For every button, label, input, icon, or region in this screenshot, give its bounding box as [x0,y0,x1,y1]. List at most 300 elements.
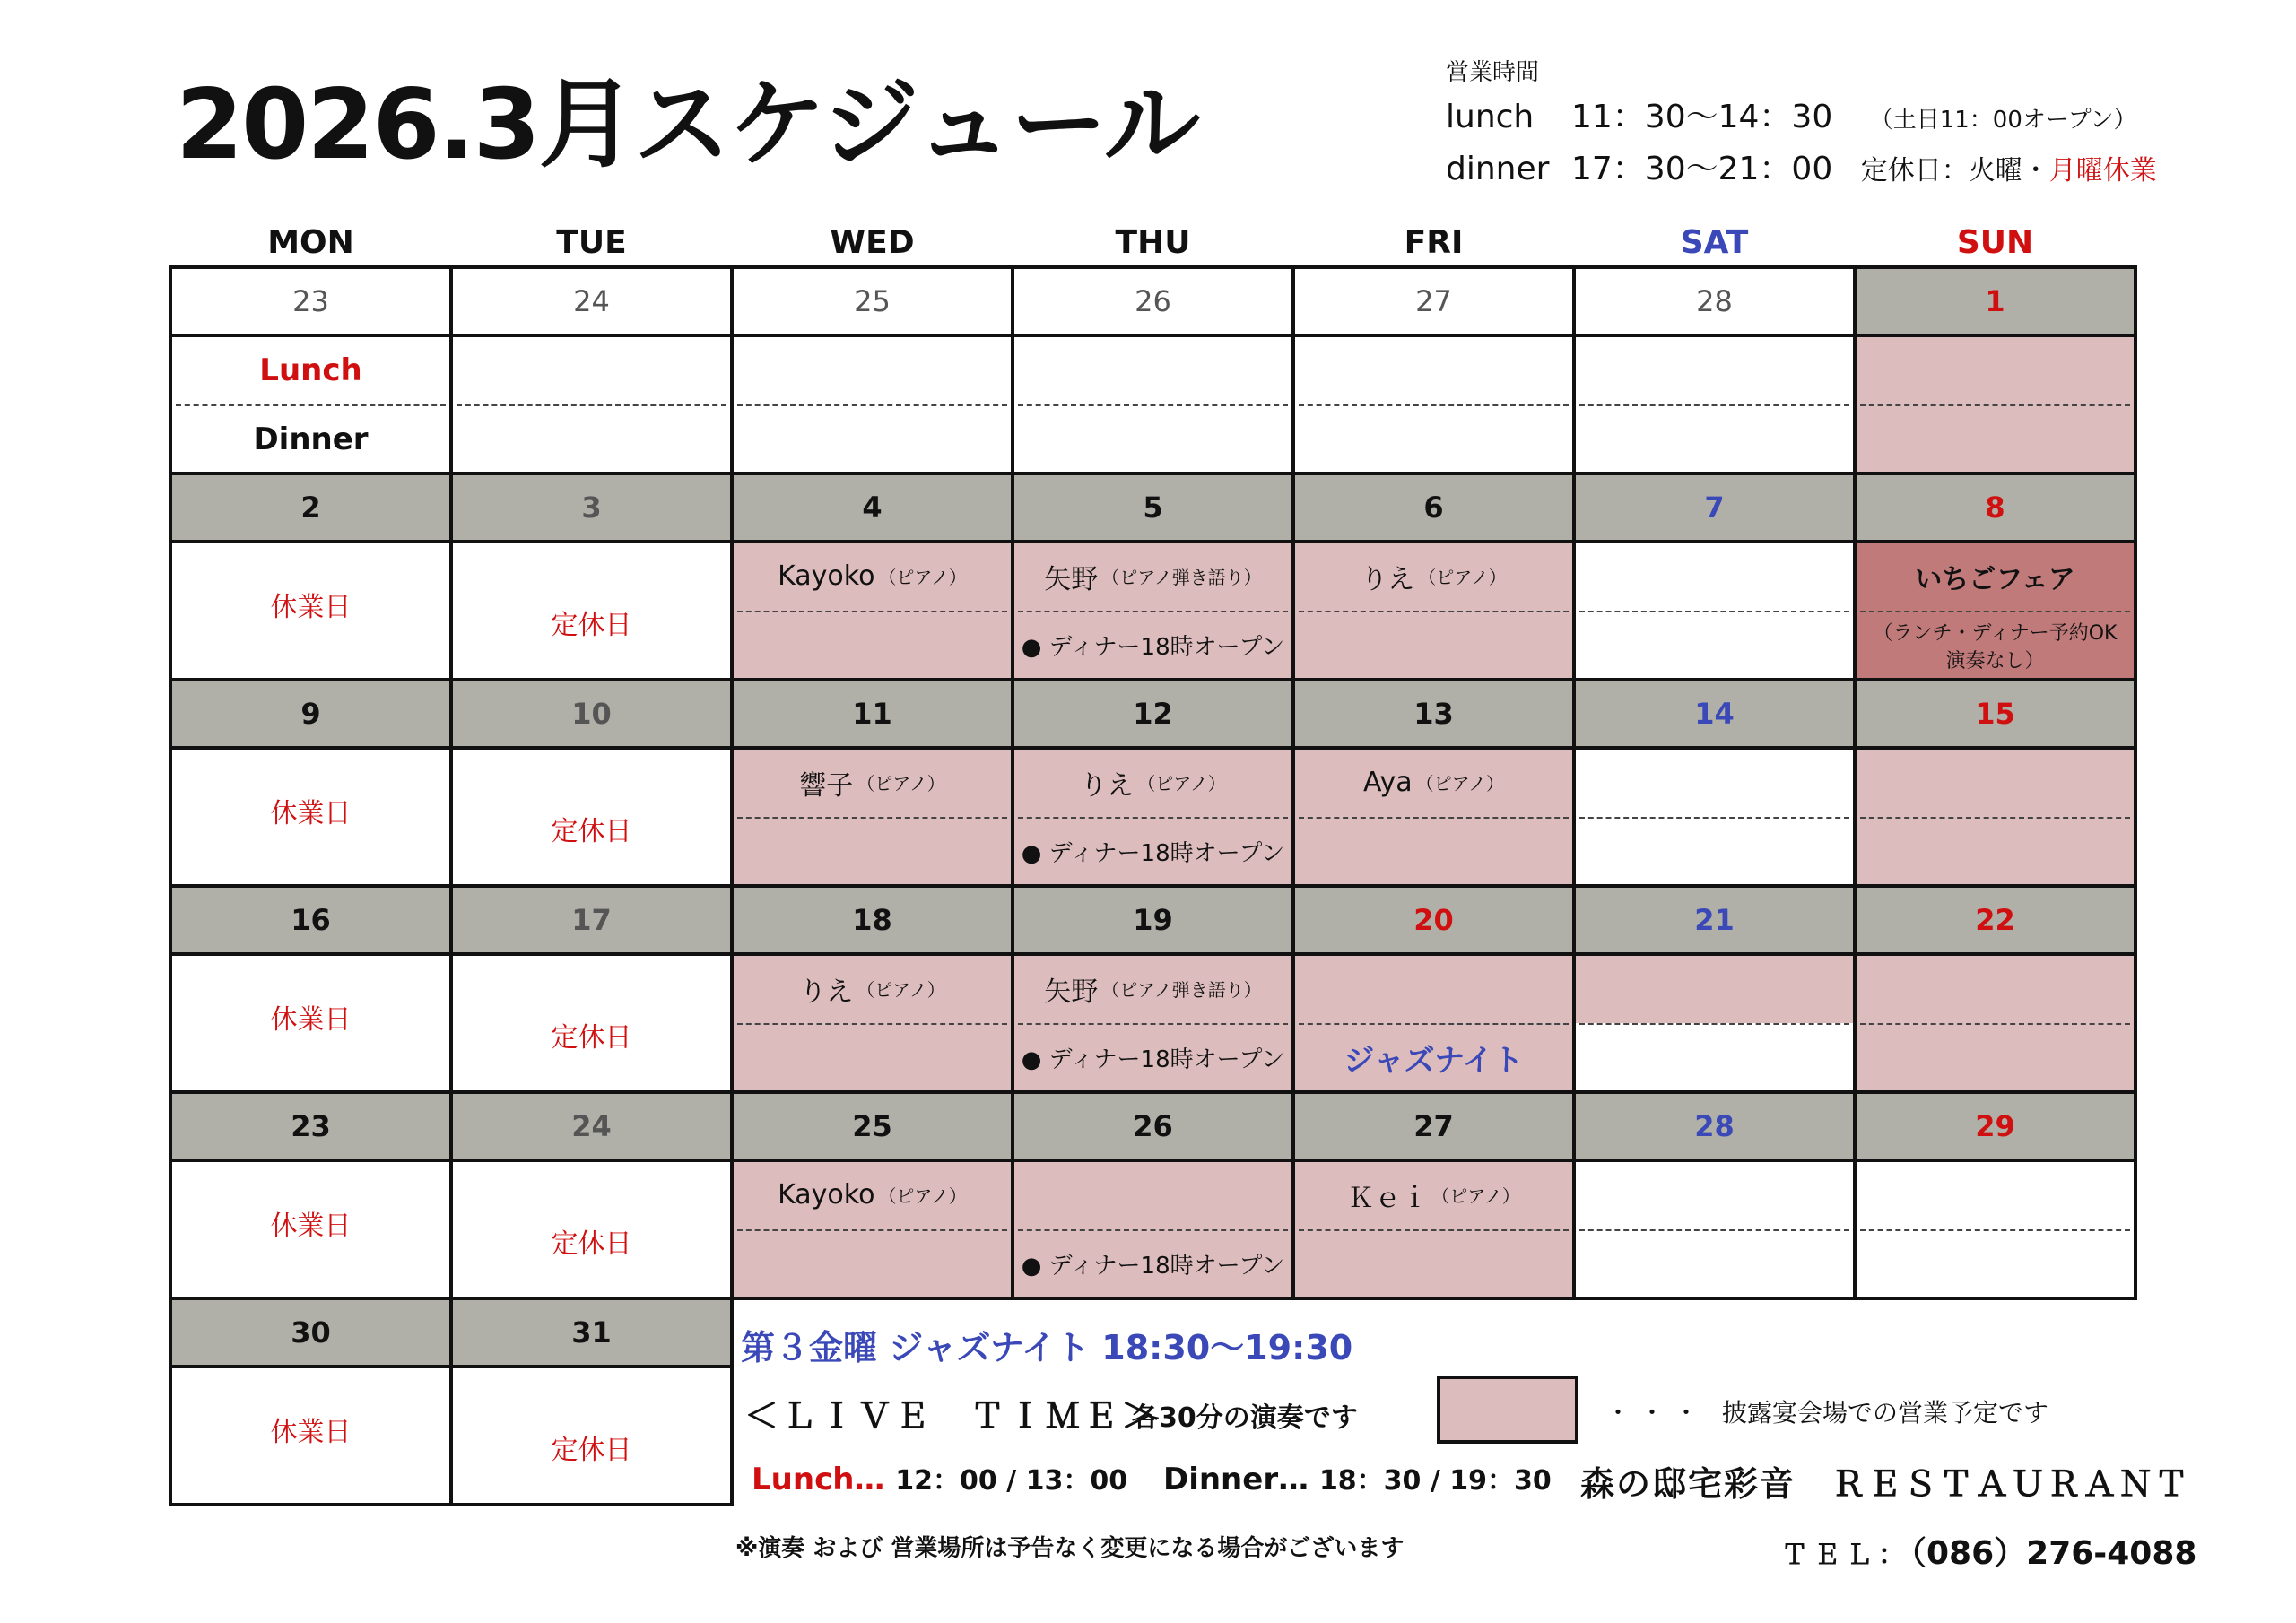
dinner-slot [1855,404,2135,473]
dinner-slot [732,817,1013,886]
dinner-hours-label: dinner [1446,151,1550,187]
grid-line [2134,678,2137,888]
day-body [732,954,1013,1092]
date-cell [1293,1092,1574,1160]
restaurant-name: 森の邸宅彩音 ＲＥＳＴＡＵＲＡＮＴ [1580,1464,2191,1504]
instrument-note: （ピアノ） [857,979,945,1001]
date-number: 24 [571,1109,612,1143]
day-body [1574,1160,1855,1298]
date-number: 25 [854,284,891,318]
date-cell [1293,473,1574,542]
date-number: 8 [1985,490,2005,525]
date-cell [1293,886,1574,954]
day-body [170,542,451,680]
grid-line [169,1297,172,1506]
day-body [1013,1160,1293,1298]
lunch-slot [1574,954,1855,1023]
date-cell [451,267,732,335]
day-body [732,335,1013,473]
grid-line [169,678,172,888]
dinner-hours [1446,143,2157,189]
date-cell [170,680,451,748]
date-cell [1574,680,1855,748]
grid-line [170,1090,2137,1094]
weekday-tue: TUE [556,224,627,261]
weekday-thu: THU [1115,224,1191,261]
date-number: 19 [1133,903,1173,937]
slot-divider [1860,817,2130,819]
closed-notice [170,1160,451,1286]
performer-name: りえ [1361,563,1415,595]
jazz-night-label: ジャズナイト [1344,1043,1524,1079]
date-number: 16 [291,903,331,937]
grid-line [1011,472,1014,681]
grid-line [2134,472,2137,681]
dinner-live-label: Dinner… [1162,1462,1309,1497]
dinner-slot [1855,1023,2135,1092]
date-number: 2 [300,490,321,525]
dinner-slot [1013,1229,1293,1298]
grid-line [449,678,453,888]
dinner-slot [732,1229,1013,1298]
dinner-legend-label: Dinner [253,421,369,457]
day-body [451,954,732,1092]
slot-divider [1018,1229,1288,1231]
performer-name: 響子 [799,769,854,802]
day-body [170,954,451,1092]
slot-divider [1860,611,2130,612]
dinner-slot [1013,611,1293,680]
date-cell [732,680,1013,748]
closed-label: 定休日 [551,1435,632,1466]
page-title: 2026.3月スケジュール [176,69,1199,181]
date-cell [1574,886,1855,954]
performer-name: Kayoko [778,560,875,592]
dinner-slot [1293,404,1574,473]
grid-line [1853,884,1857,1094]
date-cell [732,267,1013,335]
performer-name: Kayoko [778,1179,875,1211]
closed-extra: 月曜休業 [2048,155,2157,187]
telephone-label: ＴＥＬ： [1781,1540,1910,1571]
slot-divider [737,1229,1007,1231]
dinner-slot [1855,1229,2135,1298]
legend-text: 披露宴会場での営業予定です [1722,1398,2049,1428]
grid-line [1292,265,1295,475]
live-time-heading: ＜ＬＩＶＥ ＴＩＭＥ＞ [744,1396,1160,1436]
performer-name: りえ [1080,769,1135,802]
instrument-note: （ピアノ） [857,773,945,794]
slot-divider [1018,404,1288,406]
date-number: 28 [1696,284,1733,318]
date-number: 14 [1694,697,1735,731]
date-number: 9 [300,697,321,731]
instrument-note: （ピアノ弾き語り） [1101,567,1262,588]
date-cell [1574,473,1855,542]
grid-line [170,746,2137,750]
date-cell [1574,267,1855,335]
date-number: 3 [581,490,602,525]
date-number: 11 [852,697,892,731]
date-number: 21 [1694,903,1735,937]
live-time-note: 各30分の演奏です [1132,1402,1358,1434]
day-body [451,1367,732,1505]
slot-divider [1579,404,1849,406]
performer-name: ● ディナー18時オープン [1021,840,1285,867]
date-number: 26 [1133,1109,1173,1143]
lunch-slot [1013,1160,1293,1229]
dinner-legend [170,404,451,473]
grid-line [730,678,734,888]
lunch-slot [1013,954,1293,1023]
slot-divider [1299,404,1569,406]
lunch-live-times [752,1458,1552,1497]
telephone-number: （086）276-4088 [1910,1535,2197,1572]
day-body [732,542,1013,680]
date-cell [451,1092,732,1160]
lunch-slot [1855,954,2135,1023]
day-body [170,335,451,473]
slot-divider [1018,1023,1288,1025]
date-number: 13 [1413,697,1454,731]
lunch-slot [732,1160,1013,1229]
closed-label: 休業日 [270,1417,352,1448]
date-cell [732,886,1013,954]
closed-notice [170,954,451,1080]
closed-label: 休業日 [270,592,352,623]
closed-label: 定休日 [551,610,632,641]
slot-divider [1018,817,1288,819]
day-body [1855,954,2135,1092]
date-cell [170,267,451,335]
date-cell [170,886,451,954]
date-number: 12 [1133,697,1173,731]
weekday-mon: MON [267,224,354,261]
date-number: 27 [1415,284,1452,318]
lunch-live-values: 12：00 / 13：00 [895,1465,1128,1497]
slot-divider [737,817,1007,819]
date-number: 10 [571,697,612,731]
lunch-hours [1446,91,2137,137]
day-body [1013,748,1293,886]
performer-name: いちごフェア [1915,563,2075,595]
lunch-live-label: Lunch… [752,1462,885,1497]
lunch-slot [1855,748,2135,817]
slot-divider [1579,611,1849,612]
date-cell [1855,267,2135,335]
date-number: 26 [1135,284,1171,318]
event-note: （ランチ・ディナー予約OK [1873,621,2118,645]
date-cell [170,1298,451,1367]
slot-divider [1860,404,2130,406]
grid-line [1292,472,1295,681]
date-cell [1574,1092,1855,1160]
grid-line [2134,265,2137,475]
lunch-slot [1013,748,1293,817]
dinner-slot [732,404,1013,473]
closed-notice [451,1178,732,1304]
telephone [1781,1528,2196,1574]
weekday-fri: FRI [1404,224,1464,261]
legend-swatch [1437,1376,1578,1444]
lunch-hours-note: （土日11：00オープン） [1869,107,2137,134]
day-body [1574,748,1855,886]
grid-line [1853,678,1857,888]
date-cell [451,1298,732,1367]
lunch-slot [1574,542,1855,611]
slot-divider [737,611,1007,612]
day-body [1293,542,1574,680]
dinner-live-values: 18：30 / 19：30 [1318,1465,1552,1497]
closed-notice [451,766,732,891]
day-body [451,748,732,886]
event-note: 演奏なし） [1945,649,2045,673]
instrument-note: （ピアノ） [878,1185,967,1207]
date-number: 20 [1413,903,1454,937]
lunch-slot [732,542,1013,611]
date-number: 25 [852,1109,892,1143]
lunch-slot [1855,1160,2135,1229]
grid-line [2134,1090,2137,1300]
day-body [1574,954,1855,1092]
slot-divider [176,404,446,406]
weekday-sat: SAT [1680,224,1749,261]
day-body [170,1160,451,1298]
day-body [451,1160,732,1298]
date-number: 17 [571,903,612,937]
grid-line [170,540,2137,543]
grid-line [1011,1090,1014,1300]
lunch-slot [1013,542,1293,611]
lunch-slot [732,954,1013,1023]
date-cell [1855,1092,2135,1160]
day-body [1013,335,1293,473]
grid-line [1853,472,1857,681]
date-cell [732,1092,1013,1160]
grid-line [1572,265,1576,475]
date-number: 22 [1975,903,2015,937]
dinner-slot [1293,1229,1574,1298]
closed-label: 休業日 [270,1004,352,1036]
date-cell [1855,473,2135,542]
day-body [1293,335,1574,473]
day-body [1855,542,2135,680]
instrument-note: （ピアノ） [1415,773,1505,794]
performer-name: ● ディナー18時オープン [1021,634,1285,661]
slot-divider [457,404,726,406]
grid-line [1572,1090,1576,1300]
weekday-wed: WED [830,224,915,261]
slot-divider [1579,817,1849,819]
day-body [1855,335,2135,473]
date-number: 4 [862,490,883,525]
grid-line [449,884,453,1094]
grid-line [1292,884,1295,1094]
notice-text: ※演奏 および 営業場所は予告なく変更になる場合がございます [735,1535,1405,1562]
date-cell [1855,680,2135,748]
closed-notice [170,542,451,667]
day-body [732,1160,1013,1298]
slot-divider [737,1023,1007,1025]
grid-line [1853,265,1857,475]
performer-name: ● ディナー18時オープン [1021,1253,1285,1280]
performer-name: 矢野 [1044,563,1099,595]
day-body [170,748,451,886]
day-body [1855,1160,2135,1298]
dinner-slot [1574,404,1855,473]
grid-line [170,884,2137,888]
grid-line [1292,1090,1295,1300]
grid-line [730,1297,734,1506]
slot-divider [1299,611,1569,612]
day-body [451,335,732,473]
date-cell [1855,886,2135,954]
slot-divider [1860,1229,2130,1231]
closed-label: 定休日 [551,816,632,847]
dinner-slot [1013,1023,1293,1092]
dinner-slot [1013,404,1293,473]
lunch-slot [1293,954,1574,1023]
grid-line [730,884,734,1094]
grid-line [1011,265,1014,475]
date-number: 18 [852,903,892,937]
instrument-note: （ピアノ弾き語り） [1101,979,1262,1001]
day-body [1013,954,1293,1092]
slot-divider [1299,1023,1569,1025]
date-cell [1293,267,1574,335]
grid-line [170,265,2137,269]
date-cell [1013,473,1293,542]
dinner-slot [1574,817,1855,886]
slot-divider [1018,611,1288,612]
date-number: 23 [291,1109,331,1143]
slot-divider [1579,1023,1849,1025]
date-cell [170,473,451,542]
day-body [451,542,732,680]
day-body [1013,542,1293,680]
grid-line [1572,884,1576,1094]
date-number: 15 [1975,697,2015,731]
day-body [170,1367,451,1505]
closed-notice [451,1384,732,1510]
date-cell [451,886,732,954]
lunch-slot [732,748,1013,817]
closed-notice [451,560,732,685]
dinner-slot [1293,817,1574,886]
lunch-slot [1293,542,1574,611]
lunch-slot [1855,335,2135,404]
dinner-slot [1574,611,1855,680]
closed-label: 休業日 [270,1211,352,1242]
grid-line [730,1090,734,1300]
dinner-slot [732,611,1013,680]
grid-line [449,1297,453,1506]
performer-name: 矢野 [1044,976,1099,1008]
date-cell [451,473,732,542]
date-number: 23 [292,284,329,318]
lunch-hours-time: 11：30〜14：30 [1571,99,1833,135]
date-number: 28 [1694,1109,1735,1143]
slot-divider [1860,1023,2130,1025]
dinner-slot [1855,817,2135,886]
hours-label: 営業時間 [1446,59,1540,86]
closed-notice [170,748,451,873]
dinner-slot [1855,611,2135,680]
grid-line [1292,678,1295,888]
slot-divider [1299,1229,1569,1231]
lunch-slot [1293,1160,1574,1229]
lunch-slot [1855,542,2135,611]
date-cell [1013,267,1293,335]
closed-notice [170,1367,451,1492]
date-number: 27 [1413,1109,1454,1143]
grid-line [449,472,453,681]
grid-line [170,1159,2137,1162]
grid-line [169,472,172,681]
day-body [1293,954,1574,1092]
grid-line [1572,678,1576,888]
lunch-slot [1013,335,1293,404]
grid-line [2134,884,2137,1094]
grid-line [170,678,2137,681]
slot-divider [737,404,1007,406]
performer-name: ● ディナー18時オープン [1021,1046,1285,1073]
date-cell [1013,886,1293,954]
dinner-slot [1574,1229,1855,1298]
legend-dots: ・・・ [1605,1398,1709,1428]
closed-label: 休業日 [270,798,352,829]
closed-label: 定休日 [551,1228,632,1260]
dinner-hours-time: 17：30〜21：00 [1571,151,1833,187]
grid-line [1011,884,1014,1094]
grid-line [1011,678,1014,888]
date-cell [1013,680,1293,748]
performer-name: りえ [799,976,854,1008]
grid-line [170,472,2137,475]
lunch-legend-label: Lunch [259,352,362,388]
closed-notice [451,972,732,1098]
lunch-legend [170,335,451,404]
slot-divider [1299,817,1569,819]
grid-line [1572,472,1576,681]
lunch-slot [451,335,732,404]
date-cell [1013,1092,1293,1160]
slot-divider [1579,1229,1849,1231]
day-body [1574,542,1855,680]
lunch-hours-label: lunch [1446,99,1535,135]
date-number: 7 [1704,490,1725,525]
day-body [1293,748,1574,886]
jazz-night-title: 第３金曜 ジャズナイト 18:30〜19:30 [741,1328,1353,1367]
grid-line [169,884,172,1094]
performer-name: Ｋｅｉ [1347,1182,1429,1214]
instrument-note: （ピアノ） [878,567,967,588]
dinner-slot [1293,611,1574,680]
dinner-slot [1574,1023,1855,1092]
grid-line [730,265,734,475]
instrument-note: （ピアノ） [1137,773,1226,794]
lunch-slot [1574,1160,1855,1229]
lunch-slot [732,335,1013,404]
date-cell [170,1092,451,1160]
grid-line [169,1090,172,1300]
lunch-slot [1574,335,1855,404]
instrument-note: （ピアノ） [1431,1185,1520,1207]
performer-name: Aya [1362,767,1413,798]
date-cell [451,680,732,748]
date-number: 6 [1423,490,1444,525]
grid-line [449,1090,453,1300]
